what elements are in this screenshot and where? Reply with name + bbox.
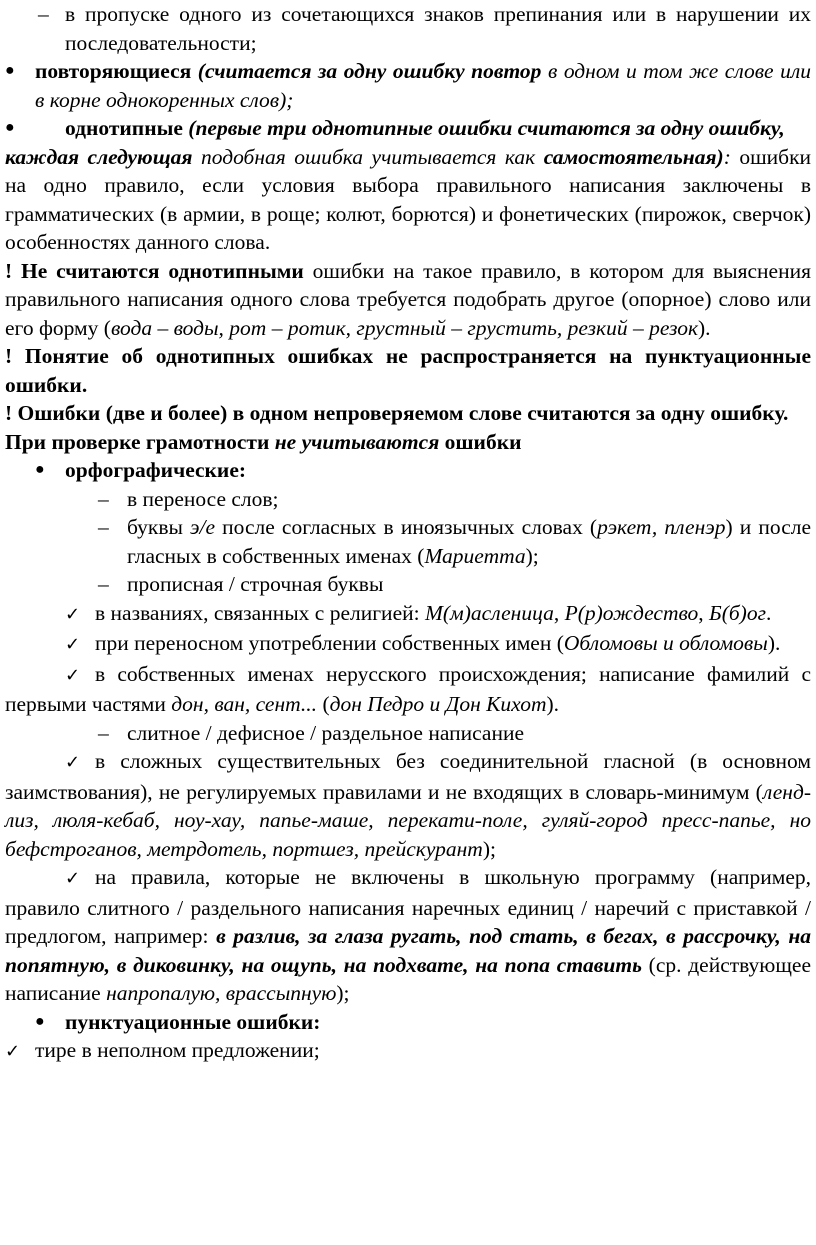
dash-marker: – bbox=[38, 2, 49, 26]
dash-marker: – bbox=[98, 572, 109, 596]
list-item bbox=[5, 114, 811, 143]
rule-text: в пропуске одного из сочетающихся знаков препинания или в нарушении их последовательности; bbox=[65, 2, 811, 55]
check-item: ✓ в сложных существительных без соединительной гласной (в основном заимствования), не регулируемых правилами и не входящих в словарь-минимум (ленд-лиз, люля-кебаб, ноу-хау, папье-маше, перекати-поле, гуляй-город пресс-папье, но бефстроганов, метрдотель, портшез, прейскурант); bbox=[5, 749, 811, 861]
check-icon: ✓ bbox=[65, 664, 81, 686]
list-item bbox=[5, 485, 811, 514]
check-icon: ✓ bbox=[65, 603, 81, 625]
bullet-marker: ● bbox=[35, 1012, 45, 1030]
list-item bbox=[5, 0, 811, 57]
check-icon: ✓ bbox=[65, 752, 81, 773]
bullet-marker: ● bbox=[35, 461, 45, 478]
rule-text: в переносе слов; bbox=[127, 486, 279, 511]
list-item bbox=[5, 513, 811, 570]
paragraph: ! Понятие об однотипных ошибках не распространяется на пунктуационные ошибки. bbox=[5, 344, 811, 397]
check-item: ✓ при переносном употреблении собственных имен (Обломовы и обломовы). bbox=[5, 629, 811, 660]
dash-marker: – bbox=[98, 720, 109, 745]
bullet-marker: ● bbox=[5, 62, 15, 79]
section-heading: орфографические: bbox=[65, 458, 247, 482]
rule-text: слитное / дефисное / раздельное написание bbox=[127, 720, 524, 745]
list-item bbox=[5, 456, 811, 485]
list-item bbox=[5, 570, 811, 599]
bullet-marker: ● bbox=[5, 119, 15, 136]
list-item bbox=[5, 1008, 811, 1037]
rule-text: однотипные (первые три однотипные ошибки считаются за одну ошибку, bbox=[65, 116, 785, 140]
check-item: ✓ на правила, которые не включены в школьную программу (например, правило слитного / раздельного написания наречных единиц / наречий с приставкой /предлогом, например: в разлив, за глаза ругать, под стать, в бегах, в рассрочку, на попятную, в диковинку, на ощупь, на подхвате, на попа ставить (ср. действующее написание напропалую, врассыпную); bbox=[5, 865, 812, 1005]
rule-text: повторяющиеся (считается за одну ошибку повтор в одном и том же слове или в корне однокоренных слов); bbox=[35, 59, 811, 112]
dash-marker: – bbox=[98, 515, 109, 539]
check-icon: ✓ bbox=[5, 1041, 21, 1062]
paragraph: ! Ошибки (две и более) в одном непроверяемом слове считаются за одну ошибку. bbox=[5, 401, 789, 425]
check-icon: ✓ bbox=[65, 634, 81, 655]
dash-marker: – bbox=[98, 486, 109, 511]
paragraph: При проверке грамотности не учитываются ошибки bbox=[5, 429, 522, 454]
list-item bbox=[5, 719, 811, 748]
rule-text: прописная / строчная буквы bbox=[127, 572, 384, 596]
check-icon: ✓ bbox=[65, 868, 81, 889]
check-item: ✓ в названиях, связанных с религией: М(м)асленица, Р(р)ождество, Б(б)ог. bbox=[5, 599, 811, 630]
check-item: ✓ в собственных именах нерусского происхождения; написание фамилий с первыми частями дон, ван, сент... (дон Педро и Дон Кихот). bbox=[5, 661, 811, 716]
paragraph: каждая следующая подобная ошибка учитывается как самостоятельная): ошибки на одно правило, если условия выбора правильного написания заключены в грамматических (в армии, в роще; колют, борются) и фонетических (пирожок, сверчок) особенностях данного слова. bbox=[5, 144, 812, 254]
paragraph: ! Не считаются однотипными ошибки на такое правило, в котором для выяснения правильного написания одного слова требуется подобрать другое (опорное) слово или его форму (вода – воды, рот – ротик, грустный – грустить, резкий – резок). bbox=[5, 258, 811, 340]
rule-text: буквы э/е после согласных в иноязычных словах (рэкет, пленэр) и после гласных в собственных именах (Мариетта); bbox=[127, 515, 812, 568]
list-item bbox=[5, 57, 811, 114]
check-item: ✓ тире в неполном предложении; bbox=[5, 1036, 811, 1067]
section-heading: пунктуационные ошибки: bbox=[65, 1009, 321, 1034]
